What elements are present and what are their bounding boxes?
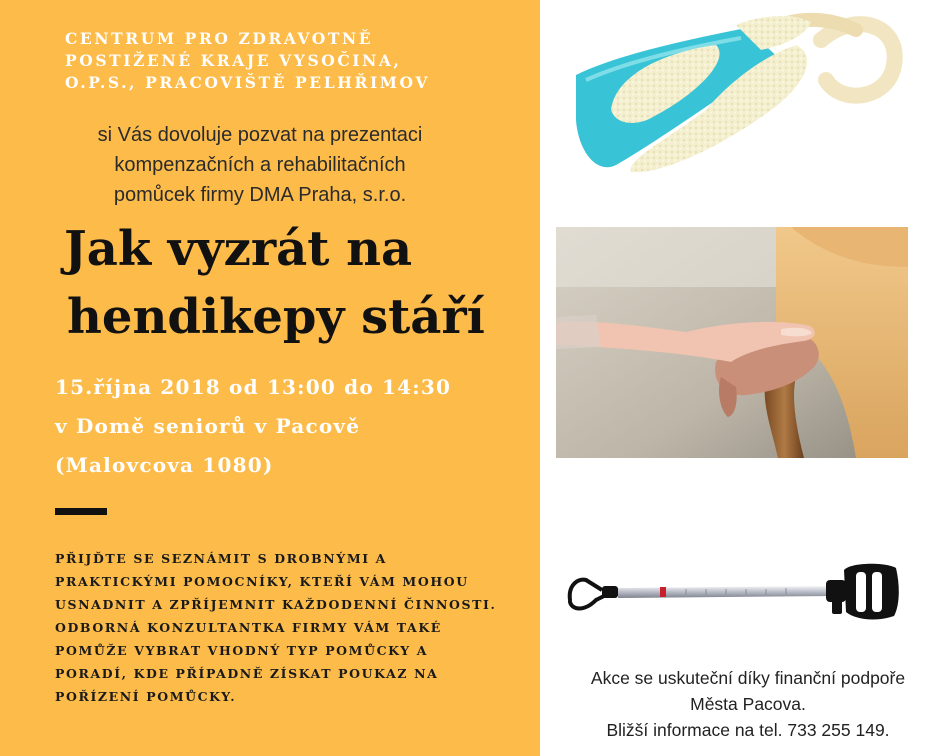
description-line: POŘÍZENÍ POMŮCKY. <box>55 689 237 704</box>
title-line-2: hendikepy stáří <box>67 289 485 345</box>
description-line: PORADÍ, KDE PŘÍPADNĚ ZÍSKAT POUKAZ NA <box>55 666 439 681</box>
strap-icon <box>556 0 908 210</box>
footer-town: Města Pacova. <box>690 694 806 714</box>
title-line-1: Jak vyzrát na <box>64 221 413 277</box>
description-line: PŘIJĎTE SE SEZNÁMIT S DROBNÝMI A <box>55 551 387 566</box>
footer-phone: Bližší informace na tel. 733 255 149. <box>606 720 890 740</box>
description-line: PRAKTICKÝMI POMOCNÍKY, KTEŘÍ VÁM MOHOU <box>55 574 469 589</box>
organization-line: O.P.S., PRACOVIŠTĚ PELHŘIMOV <box>65 73 431 92</box>
description-line: ODBORNÁ KONZULTANTKA FIRMY VÁM TAKÉ <box>55 620 442 635</box>
reacher-image <box>556 540 908 640</box>
description-line: USNADNIT A ZPŘÍJEMNIT KAŽDODENNÍ ČINNOSTI. <box>55 597 497 612</box>
description-line: POMŮŽE VYBRAT VHODNÝ TYP POMŮCKY A <box>55 643 429 658</box>
invitation-line: kompenzačních a rehabilitačních <box>114 154 406 176</box>
event-title <box>64 215 485 351</box>
footer-note <box>566 665 930 743</box>
event-address: (Malovcova 1080) <box>55 453 274 477</box>
organization-name <box>65 28 505 94</box>
invitation-text <box>60 120 460 210</box>
event-venue: v Domě seniorů v Pacově <box>55 414 361 438</box>
organization-line: POSTIŽENÉ KRAJE VYSOČINA, <box>65 51 402 70</box>
invitation-line: si Vás dovoluje pozvat na prezentaci <box>97 124 423 146</box>
hands-icon <box>556 227 908 458</box>
event-details <box>55 368 451 485</box>
section-divider <box>55 508 107 515</box>
reacher-icon <box>556 540 908 640</box>
hands-cane-image <box>556 227 908 458</box>
organization-line: CENTRUM PRO ZDRAVOTNĚ <box>65 29 374 48</box>
event-description <box>55 547 525 708</box>
event-datetime: 15.října 2018 od 13:00 do 14:30 <box>55 375 452 399</box>
strap-image <box>556 0 908 210</box>
invitation-line: pomůcek firmy DMA Praha, s.r.o. <box>113 184 407 206</box>
footer-support: Akce se uskuteční díky finanční podpoře <box>590 668 906 688</box>
